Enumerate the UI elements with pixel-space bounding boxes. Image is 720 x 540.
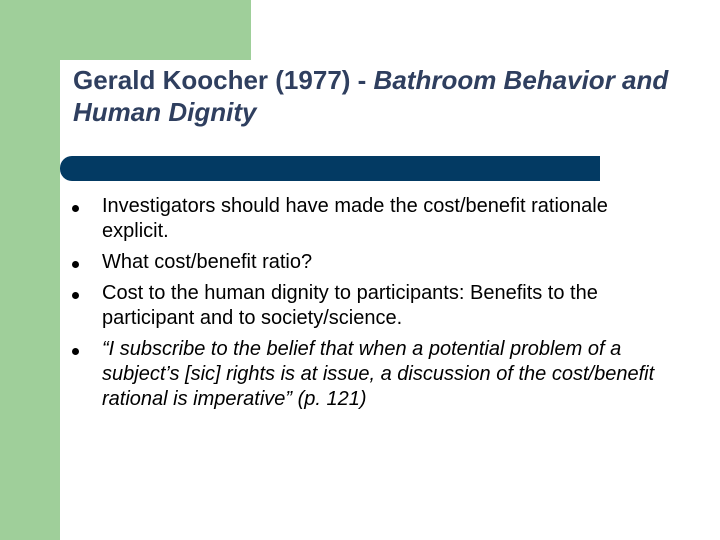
bullet-dot-icon <box>72 348 79 355</box>
top-accent-block <box>0 0 251 60</box>
bullet-text: Investigators should have made the cost/benefit rationale explicit. <box>102 195 608 242</box>
bullet-dot-icon <box>72 261 79 268</box>
bullet-item <box>72 194 672 244</box>
bullet-quote-text: “I subscribe to the belief that when a potential problem of a subject’s [sic] rights is at issue, a discussion of the cost/benefit rational is imperative” (p. 121) <box>102 338 655 410</box>
bullet-dot-icon <box>72 205 79 212</box>
left-accent-strip <box>0 0 60 540</box>
title-italic: Bathroom Behavior and Human Dignity <box>73 65 669 127</box>
bullet-text: What cost/benefit ratio? <box>102 251 313 273</box>
bullet-item <box>72 337 672 412</box>
bullet-list <box>72 194 672 418</box>
bullet-item <box>72 250 672 275</box>
slide-title <box>73 64 673 128</box>
bullet-item <box>72 281 672 331</box>
bullet-text: Cost to the human dignity to participants: Benefits to the participant and to society/science. <box>102 282 598 329</box>
bullet-dot-icon <box>72 292 79 299</box>
title-underline-bar <box>60 156 600 181</box>
title-plain: Gerald Koocher (1977) - <box>73 65 374 95</box>
